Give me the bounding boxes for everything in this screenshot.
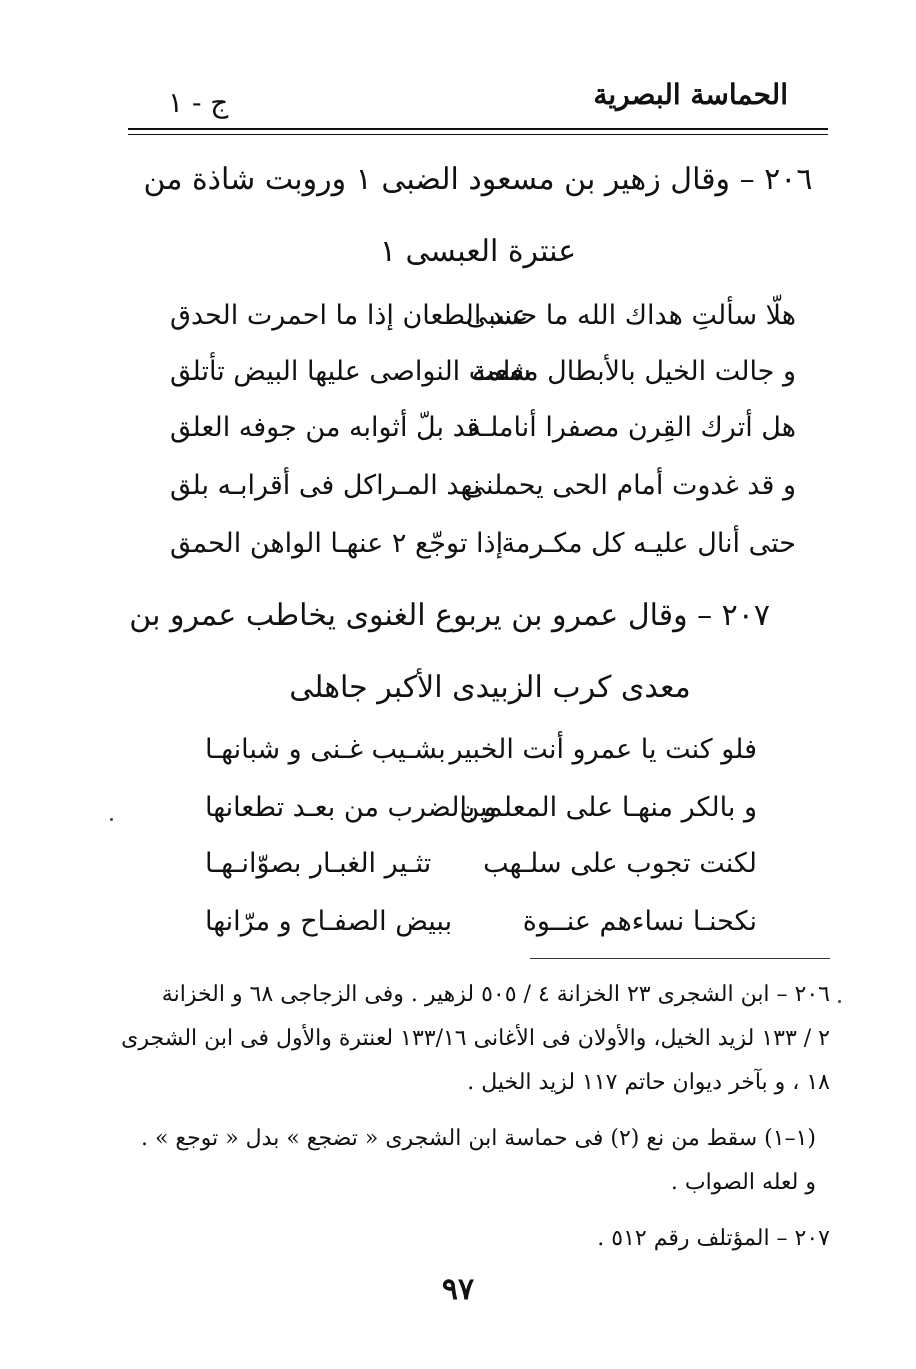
footnote-separator (530, 958, 830, 959)
running-header-part: ج - ١ (168, 86, 229, 119)
verse-206-1 (170, 300, 796, 340)
hemistich-second: ببيض الصفـاح و مرّانها (205, 906, 453, 937)
footnote-206-line1: ٢٠٦ – ابن الشجرى ٢٣ الخزانة ٤ / ٥٠٥ لزهير . وفى الزجاجى ٦٨ و الخزانة (161, 982, 830, 1007)
verse-207-3 (205, 848, 757, 888)
hemistich-second: عند الطعان إذا ما احمرت الحدق (170, 300, 529, 331)
verse-206-2 (170, 356, 796, 396)
page-number: ٩٧ (441, 1272, 475, 1307)
footnote-206-line2: ٢ / ١٣٣ لزيد الخيل، والأولان فى الأغانى ١٣٣/١٦ لعنترة والأول فى ابن الشجرى (121, 1026, 830, 1051)
scan-speck (110, 818, 113, 821)
hemistich-second: شعث النواصى عليها البيض تأتلق (170, 356, 531, 387)
hemistich-second: نهد المـراكل فى أقرابـه بلق (170, 470, 481, 501)
footnote-notes-line2: و لعله الصواب . (670, 1170, 816, 1195)
hemistich-second: و بالضرب من بعـد تطعانها (205, 792, 497, 823)
footnote-207-line1: ٢٠٧ – المؤتلف رقم ٥١٢ . (597, 1226, 830, 1251)
scan-speck (838, 1000, 841, 1003)
hemistich-second: إذا توجّع ٢ عنهـا الواهن الحمق (170, 528, 504, 559)
hemistich-first: هلّا سألتِ هداك الله ما حسبى (465, 300, 796, 331)
hemistich-second: قد بلّ أثوابه من جوفه العلق (170, 412, 480, 443)
verse-207-2 (205, 792, 757, 832)
verse-206-4 (170, 470, 796, 510)
verse-207-1 (205, 734, 757, 774)
footnote-206-line3: ١٨ ، و بآخر ديوان حاتم ١١٧ لزيد الخيل . (467, 1070, 830, 1095)
hemistich-first: فلو كنت يا عمرو أنت الخبير (449, 734, 757, 765)
poem-207-heading-line1: ٢٠٧ – وقال عمرو بن يربوع الغنوى يخاطب عمرو بن (129, 598, 770, 633)
poem-207-heading-line2: معدى كرب الزبيدى الأكبر جاهلى (289, 670, 691, 705)
header-rule-bottom (128, 134, 828, 135)
footnote-notes-line1: (١–١) سقط من نع (٢) فى حماسة ابن الشجرى « تضجع » بدل « توجع » . (140, 1126, 816, 1151)
hemistich-second: تثـير الغبـار بصوّانـهـا (205, 848, 432, 879)
hemistich-first: لكنت تجوب على سلـهب (483, 848, 757, 879)
verse-207-4 (205, 906, 757, 946)
hemistich-first: و بالكر منهـا على المعلمين (459, 792, 757, 823)
hemistich-second: بشـيب غـنى و شبانهـا (205, 734, 446, 765)
poem-206-heading-line2: عنترة العبسى ١ (379, 234, 577, 269)
header-rule-top (128, 128, 828, 130)
hemistich-first: و قد غدوت أمام الحى يحملنى (463, 470, 796, 501)
hemistich-first: حتى أنال عليـه كل مكـرمة (501, 528, 796, 559)
poem-206-heading-line1: ٢٠٦ – وقال زهير بن مسعود الضبى ١ وروبت شاذة من (143, 162, 813, 197)
hemistich-first: نكحنـا نساءهم عنــوة (522, 906, 757, 937)
running-header-title: الحماسة البصرية (593, 78, 788, 111)
hemistich-first: هل أترك القِرن مصفرا أناملـه (467, 412, 796, 443)
verse-206-3 (170, 412, 796, 452)
hemistich-first: و جالت الخيل بالأبطال معلمة (472, 356, 796, 387)
verse-206-5 (170, 528, 796, 568)
